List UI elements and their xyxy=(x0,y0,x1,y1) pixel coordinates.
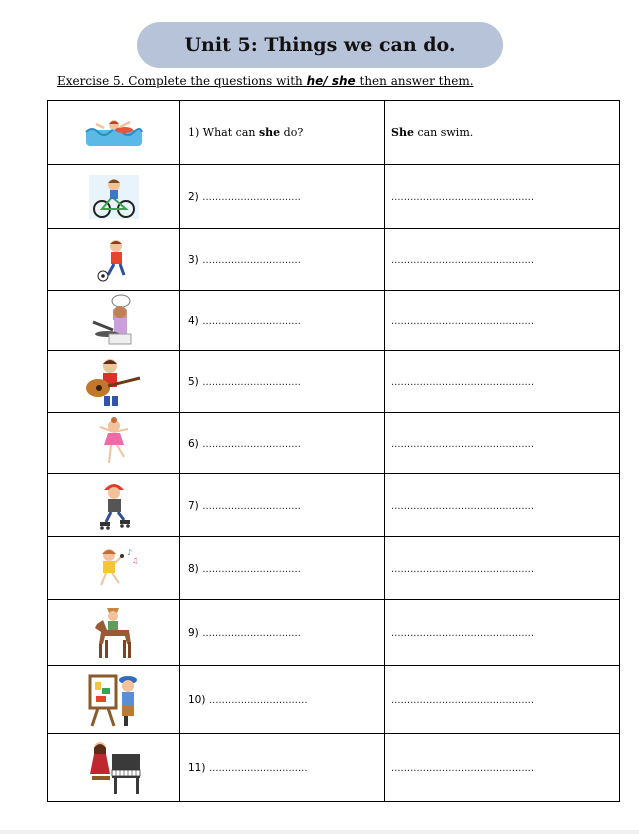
answer-blank[interactable]: ............................................. xyxy=(391,255,535,266)
question-suffix: do? xyxy=(280,126,304,139)
cycling-icon xyxy=(86,173,142,221)
answer-cell xyxy=(385,291,620,351)
answer-cell xyxy=(385,413,620,474)
question-number: 5) xyxy=(188,376,199,388)
table-row xyxy=(48,734,620,802)
question-blank[interactable]: ............................... xyxy=(202,438,301,450)
answer-cell xyxy=(385,101,620,165)
question-blank[interactable]: ............................... xyxy=(208,763,308,774)
question-blank[interactable]: ............................... xyxy=(202,377,301,388)
painting-icon xyxy=(86,670,142,730)
exercise-instruction xyxy=(57,74,474,88)
page-title: Unit 5: Things we can do. xyxy=(184,34,456,56)
answer-cell xyxy=(385,229,620,291)
swimming-icon xyxy=(84,116,144,150)
answer-cell xyxy=(385,600,620,666)
guitar-icon xyxy=(84,356,144,408)
picture-cell xyxy=(48,734,180,802)
table-row xyxy=(48,291,620,351)
table-row xyxy=(48,229,620,291)
question-blank[interactable]: ............................... xyxy=(202,316,301,327)
question-cell xyxy=(180,537,385,600)
table-row xyxy=(48,101,620,165)
answer-bold: She xyxy=(391,126,414,139)
question-cell xyxy=(180,101,385,165)
question-cell xyxy=(180,734,385,802)
question-cell xyxy=(180,413,385,474)
question-bold: she xyxy=(258,126,281,139)
question-cell xyxy=(180,666,385,734)
answer-suffix: can swim. xyxy=(413,126,474,139)
question-number: 10) xyxy=(188,694,206,706)
singing-icon xyxy=(89,545,139,591)
question-blank[interactable]: ............................... xyxy=(202,500,301,512)
question-blank[interactable]: ............................... xyxy=(202,628,301,639)
question-cell xyxy=(180,351,385,413)
svg-text:♪: ♪ xyxy=(126,548,132,557)
question-prefix: 1) What can xyxy=(188,126,259,139)
question-number: 8) xyxy=(188,562,199,575)
picture-cell xyxy=(48,413,180,474)
answer-blank[interactable]: ............................................. xyxy=(391,500,535,512)
question-blank[interactable]: ............................... xyxy=(202,255,301,266)
table-row xyxy=(48,474,620,537)
question-blank[interactable]: ............................... xyxy=(202,563,301,575)
answer-cell xyxy=(385,734,620,802)
title-banner xyxy=(137,22,503,68)
picture-cell xyxy=(48,291,180,351)
picture-cell xyxy=(48,537,180,600)
answer-blank[interactable]: ............................................. xyxy=(391,628,535,639)
answer-blank[interactable]: ............................................. xyxy=(391,377,535,388)
answer-cell xyxy=(385,165,620,229)
cooking-icon xyxy=(87,294,141,348)
piano-icon xyxy=(84,740,144,796)
question-number: 11) xyxy=(188,762,206,774)
answer-cell xyxy=(385,537,620,600)
answer-blank[interactable]: ............................................. xyxy=(391,192,535,203)
answer-blank[interactable]: ............................................. xyxy=(391,563,535,575)
question-cell xyxy=(180,474,385,537)
question-blank[interactable]: ............................... xyxy=(202,192,301,203)
page-bottom-edge xyxy=(0,830,639,834)
question-number: 2) xyxy=(188,191,199,203)
dancing-icon xyxy=(94,417,134,469)
table-row xyxy=(48,600,620,666)
question-cell xyxy=(180,291,385,351)
question-number: 9) xyxy=(188,627,199,639)
answer-cell xyxy=(385,474,620,537)
exercise-table xyxy=(47,100,620,802)
table-row xyxy=(48,351,620,413)
instruction-suffix: then answer them. xyxy=(355,74,474,88)
question-blank[interactable]: ............................... xyxy=(208,695,308,706)
answer-blank[interactable]: ............................................. xyxy=(391,695,535,706)
skating-icon xyxy=(94,478,134,532)
picture-cell xyxy=(48,229,180,291)
picture-cell xyxy=(48,666,180,734)
question-number: 7) xyxy=(188,499,199,512)
horse-riding-icon xyxy=(89,604,139,662)
picture-cell xyxy=(48,165,180,229)
instruction-emphasis: he/ she xyxy=(306,74,356,88)
question-number: 6) xyxy=(188,437,199,450)
table-row xyxy=(48,666,620,734)
svg-text:♫: ♫ xyxy=(131,557,138,565)
question-cell xyxy=(180,229,385,291)
picture-cell xyxy=(48,101,180,165)
picture-cell xyxy=(48,474,180,537)
table-row xyxy=(48,413,620,474)
question-cell xyxy=(180,165,385,229)
table-row xyxy=(48,537,620,600)
picture-cell xyxy=(48,351,180,413)
football-icon xyxy=(94,237,134,283)
instruction-prefix: Exercise 5. Complete the questions with xyxy=(57,74,307,88)
picture-cell xyxy=(48,600,180,666)
answer-blank[interactable]: ............................................. xyxy=(391,316,535,327)
answer-cell xyxy=(385,351,620,413)
question-number: 4) xyxy=(188,315,199,327)
answer-blank[interactable]: ............................................. xyxy=(391,763,535,774)
question-cell xyxy=(180,600,385,666)
table-row xyxy=(48,165,620,229)
answer-cell xyxy=(385,666,620,734)
question-number: 3) xyxy=(188,254,199,266)
answer-blank[interactable]: ............................................. xyxy=(391,438,535,450)
